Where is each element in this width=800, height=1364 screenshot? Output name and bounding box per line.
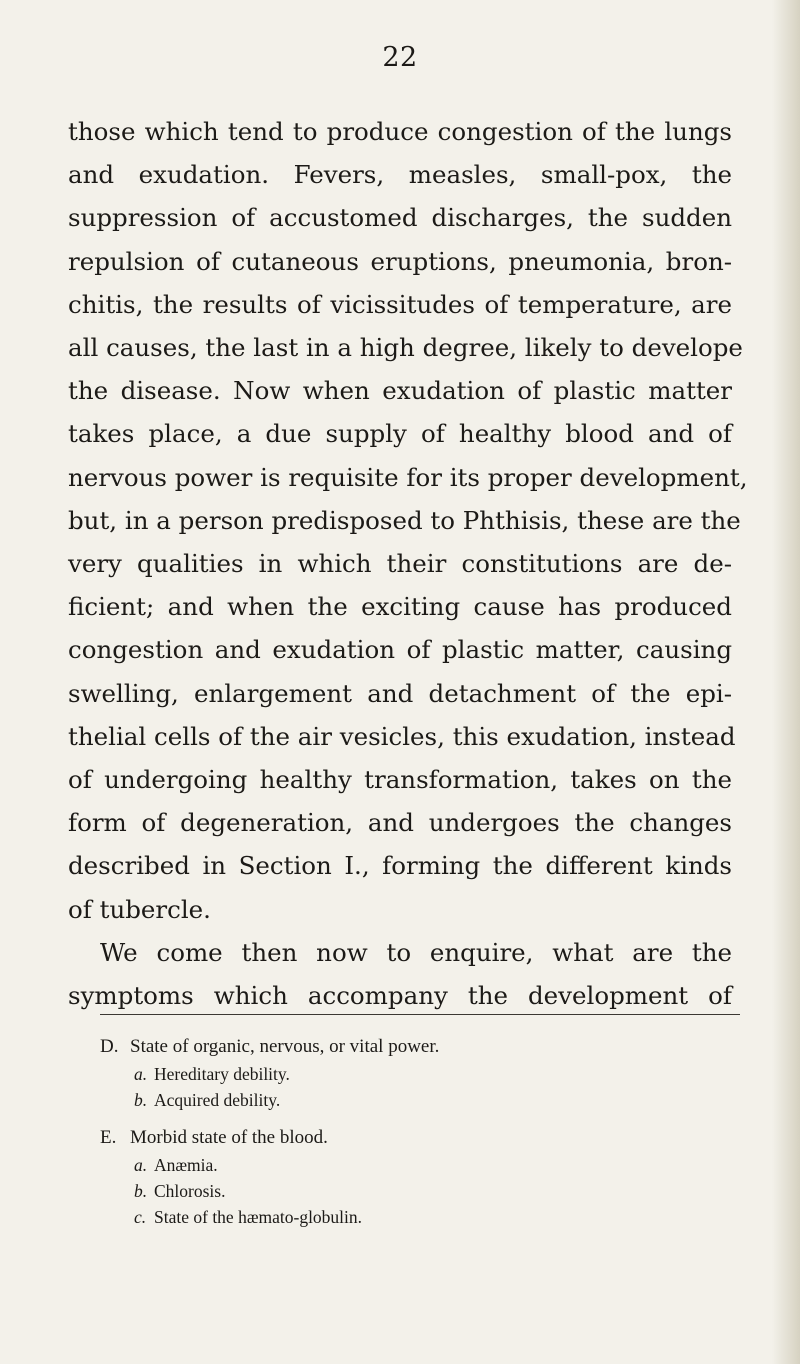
footnote-item-mark: b. xyxy=(134,1181,148,1201)
text-line: congestion and exudation of plastic matter, causing xyxy=(68,635,732,665)
text-line: of tubercle. xyxy=(68,894,211,924)
text-line: chitis, the results of vicissitudes of temperature, are xyxy=(68,289,732,319)
footnote-heading-d xyxy=(100,1032,740,1061)
footnote-item xyxy=(100,1087,740,1113)
text-line: the disease. Now when exudation of plastic matter xyxy=(68,376,732,406)
text-line: thelial cells of the air vesicles, this exudation, instead xyxy=(68,721,736,751)
text-line: takes place, a due supply of healthy blood and of xyxy=(68,419,732,449)
paragraph-start-line: We come then now to enquire, what are the xyxy=(100,937,732,967)
text-line: but, in a person predisposed to Phthisis, these are the xyxy=(68,505,741,535)
footnote-item-text: Chlorosis. xyxy=(154,1181,226,1201)
footnote-heading-e xyxy=(100,1123,740,1152)
text-line: swelling, enlargement and detachment of the epi- xyxy=(68,678,732,708)
footnote-item-text: Anæmia. xyxy=(154,1155,218,1175)
footnote-item-mark: a. xyxy=(134,1155,148,1175)
page-number: 22 xyxy=(382,42,418,73)
text-line: of undergoing healthy transformation, takes on the xyxy=(68,765,732,795)
footnote-heading-text: State of organic, nervous, or vital power. xyxy=(130,1036,440,1057)
footnote-item xyxy=(100,1061,740,1087)
footnote-mark: E. xyxy=(100,1127,117,1148)
footnote-item-text: Acquired debility. xyxy=(154,1090,281,1110)
footnote-spacer xyxy=(100,1113,740,1123)
footnote-item xyxy=(100,1204,740,1230)
page-edge-shadow xyxy=(772,0,800,1364)
text-line: all causes, the last in a high degree, likely to develope xyxy=(68,333,743,363)
footnote-item xyxy=(100,1178,740,1204)
footnote-item-mark: c. xyxy=(134,1207,147,1227)
body-text xyxy=(68,110,748,1017)
footnote-divider xyxy=(100,1014,740,1015)
footnote-mark: D. xyxy=(100,1036,119,1057)
footnote-item-text: Hereditary debility. xyxy=(154,1064,290,1084)
text-line: described in Section I., forming the different kinds xyxy=(68,851,732,881)
footnotes xyxy=(100,1032,740,1230)
footnote-item-mark: a. xyxy=(134,1064,148,1084)
footnote-heading-text: Morbid state of the blood. xyxy=(130,1127,328,1148)
text-line: repulsion of cutaneous eruptions, pneumonia, bron- xyxy=(68,246,732,276)
text-line: and exudation. Fevers, measles, small-pox, the xyxy=(68,160,732,190)
text-line: very qualities in which their constitutions are de- xyxy=(68,549,732,579)
footnote-item-mark: b. xyxy=(134,1090,148,1110)
text-line: those which tend to produce congestion of the lungs xyxy=(68,117,732,146)
footnote-item-text: State of the hæmato-globulin. xyxy=(154,1207,363,1227)
text-line: form of degeneration, and undergoes the changes xyxy=(68,808,732,838)
text-line: ficient; and when the exciting cause has produced xyxy=(68,592,732,622)
text-line: symptoms which accompany the development of xyxy=(68,981,732,1011)
text-line: suppression of accustomed discharges, the sudden xyxy=(68,203,732,233)
footnote-item xyxy=(100,1152,740,1178)
text-line: nervous power is requisite for its proper development, xyxy=(68,462,748,492)
